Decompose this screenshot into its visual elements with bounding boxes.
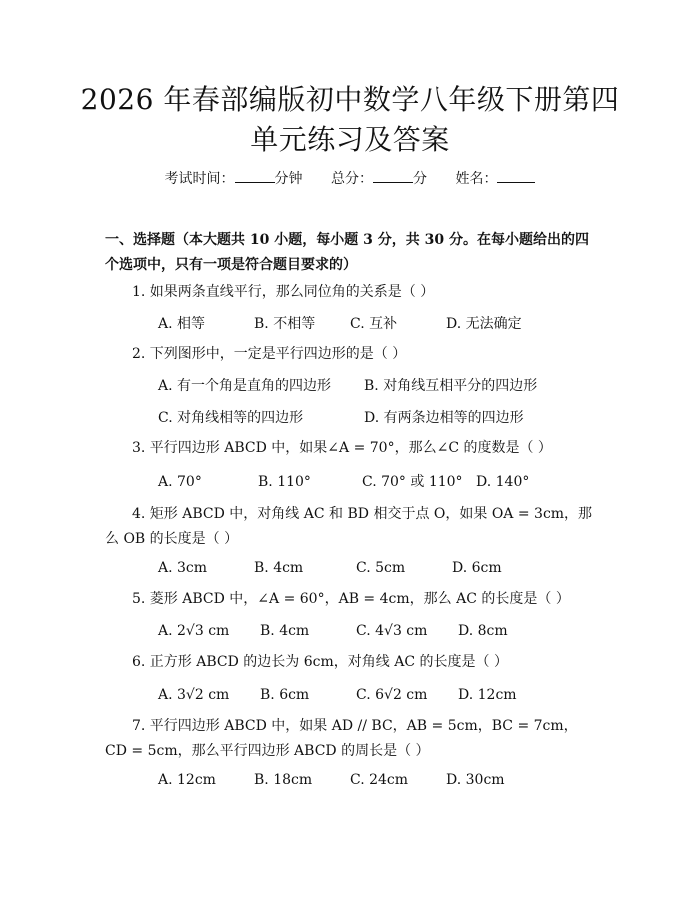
option-c[interactable]: C. 互补 [350,316,398,332]
option-d[interactable]: D. 有两条边相等的四边形 [364,410,524,426]
name-blank[interactable] [497,170,535,183]
option-c[interactable]: C. 24cm [350,772,409,788]
option-b[interactable]: B. 6cm [260,687,310,703]
student-name [455,171,535,187]
option-c[interactable]: C. 5cm [356,560,406,576]
name-label: 姓名： [455,171,498,187]
section-heading: 一、选择题（本大题共 10 小题，每小题 3 分，共 30 分。在每小题给出的四个选项中，只有一项是符合题目要求的） [105,232,589,273]
option-c[interactable]: C. 6√2 cm [356,687,428,703]
question-stem [105,342,597,367]
question-stem [105,436,597,461]
option-b[interactable]: B. 110° [258,474,311,490]
option-d[interactable]: D. 无法确定 [446,316,522,332]
option-b[interactable]: B. 4cm [260,623,310,639]
option-b[interactable]: B. 对角线互相平分的四边形 [364,378,538,394]
exam-time [165,171,307,187]
option-a[interactable]: A. 3√2 cm [158,687,230,703]
option-d[interactable]: D. 6cm [452,560,502,576]
question-text: 1. 如果两条直线平行，那么同位角的关系是（ ） [132,284,435,300]
score-blank[interactable] [373,170,413,183]
option-a[interactable]: A. 有一个角是直角的四边形 [158,378,332,394]
total-score [331,171,431,187]
option-a[interactable]: A. 70° [158,474,202,490]
document-title: 2026 年春部编版初中数学八年级下册第四单元练习及答案 [80,83,620,156]
option-b[interactable]: B. 4cm [254,560,304,576]
score-label: 总分： [331,171,373,187]
option-d[interactable]: D. 30cm [446,772,505,788]
question-text: 2. 下列图形中，一定是平行四边形的是（ ） [132,346,407,362]
option-a[interactable]: A. 相等 [158,316,206,332]
option-c[interactable]: C. 70° 或 110° [362,474,463,490]
option-d[interactable]: D. 8cm [458,623,508,639]
option-b[interactable]: B. 18cm [254,772,313,788]
option-a[interactable]: A. 12cm [158,772,216,788]
time-label: 考试时间： [164,171,235,187]
exam-meta [0,168,700,188]
question-stem [105,502,597,552]
option-b[interactable]: B. 不相等 [254,316,316,332]
question-text: 6. 正方形 ABCD 的边长为 6cm，对角线 AC 的长度是（ ） [132,654,508,670]
time-unit: 分钟 [274,171,303,187]
question-text: 7. 平行四边形 ABCD 中，如果 AD // BC，AB = 5cm，BC = 7cm，CD = 5cm，那么平行四边形 ABCD 的周长是（ ） [105,718,578,759]
option-d[interactable]: D. 12cm [458,687,517,703]
score-unit: 分 [413,171,427,187]
question-stem [105,650,597,675]
question-stem [105,280,597,305]
option-d[interactable]: D. 140° [476,474,530,490]
question-text: 5. 菱形 ABCD 中，∠A = 60°，AB = 4cm，那么 AC 的长度是（ ） [132,591,570,607]
time-blank[interactable] [235,170,275,183]
question-text: 3. 平行四边形 ABCD 中，如果∠A = 70°，那么∠C 的度数是（ ） [132,440,552,456]
option-a[interactable]: A. 2√3 cm [158,623,230,639]
option-c[interactable]: C. 4√3 cm [356,623,428,639]
question-stem [105,714,597,764]
question-stem [105,587,597,612]
question-text: 4. 矩形 ABCD 中，对角线 AC 和 BD 相交于点 O，如果 OA = 3cm，那么 OB 的长度是（ ） [105,506,593,547]
option-c[interactable]: C. 对角线相等的四边形 [158,410,304,426]
option-a[interactable]: A. 3cm [158,560,208,576]
